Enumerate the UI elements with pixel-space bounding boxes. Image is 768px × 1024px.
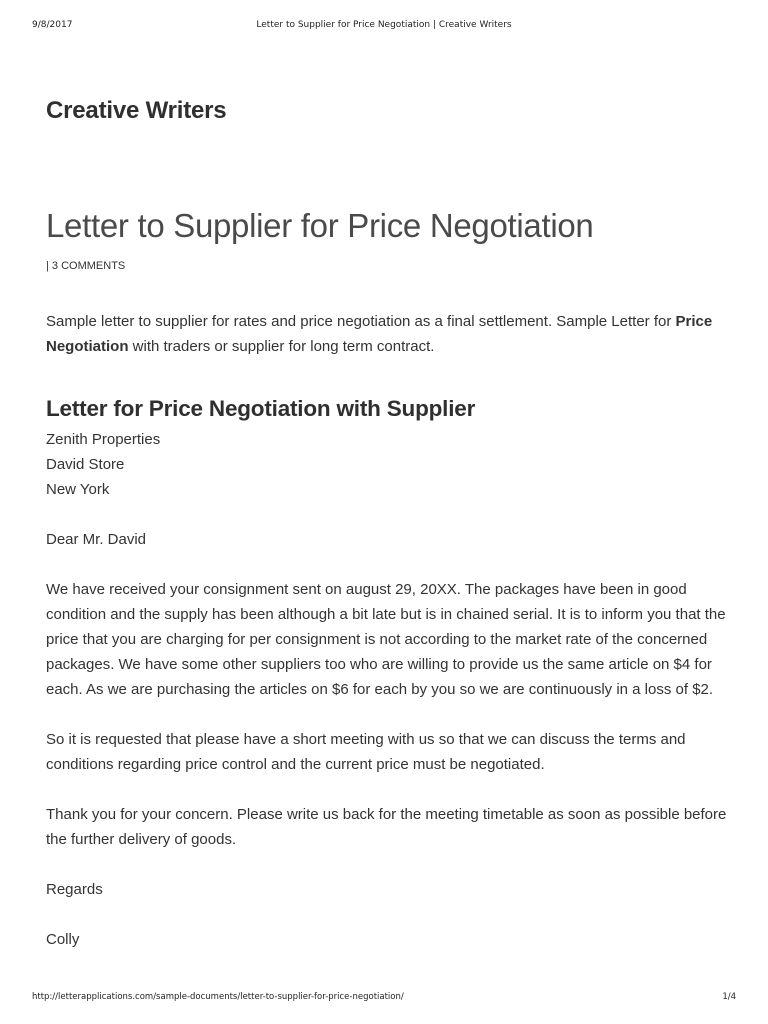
- page-url[interactable]: http://letterapplications.com/sample-documents/letter-to-supplier-for-price-negotiation/: [32, 992, 404, 1002]
- address-line: Zenith Properties: [46, 431, 161, 448]
- letter-paragraph: Thank you for your concern. Please write us back for the meeting timetable as soon as possible before the further delivery of goods.: [46, 806, 727, 848]
- intro-bold-text: Price Negotiation: [46, 313, 713, 355]
- intro-text-end: with traders or supplier for long term contract.: [128, 338, 435, 355]
- post-title: Letter to Supplier for Price Negotiation: [46, 207, 594, 244]
- recipient-address: [46, 427, 746, 502]
- comments-link[interactable]: | 3 COMMENTS: [46, 260, 126, 272]
- letter-paragraph: We have received your consignment sent on august 29, 20XX. The packages have been in good condition and the supply has been although a bit late but is in chained serial. It is to inform you that the price that you are charging for per consignment is not according to the market rate of the concerned packages. We have some other suppliers too who are willing to provide us the same article on $4 for each. As we are purchasing the articles on $6 for each by you so we are continuously in a loss of $2.: [46, 581, 726, 698]
- intro-paragraph: [46, 309, 746, 359]
- page-number: 1/4: [722, 992, 736, 1002]
- salutation: Dear Mr. David: [46, 531, 147, 548]
- signature: Colly: [46, 931, 80, 948]
- address-line: New York: [46, 481, 110, 498]
- post-content: [46, 309, 746, 952]
- print-footer: [0, 992, 768, 1012]
- letter-paragraph: So it is requested that please have a short meeting with us so that we can discuss the terms and conditions regarding price control and the current price must be negotiated.: [46, 731, 686, 773]
- site-title[interactable]: Creative Writers: [46, 97, 227, 124]
- print-header: [0, 0, 768, 40]
- intro-text-start: Sample letter to supplier for rates and price negotiation as a final settlement. Sample Letter for: [46, 313, 676, 330]
- letter-heading: Letter for Price Negotiation with Supplier: [46, 396, 476, 421]
- print-page-title: Letter to Supplier for Price Negotiation | Creative Writers: [256, 20, 512, 30]
- print-date: 9/8/2017: [32, 20, 73, 30]
- address-line: David Store: [46, 456, 125, 473]
- closing: Regards: [46, 881, 103, 898]
